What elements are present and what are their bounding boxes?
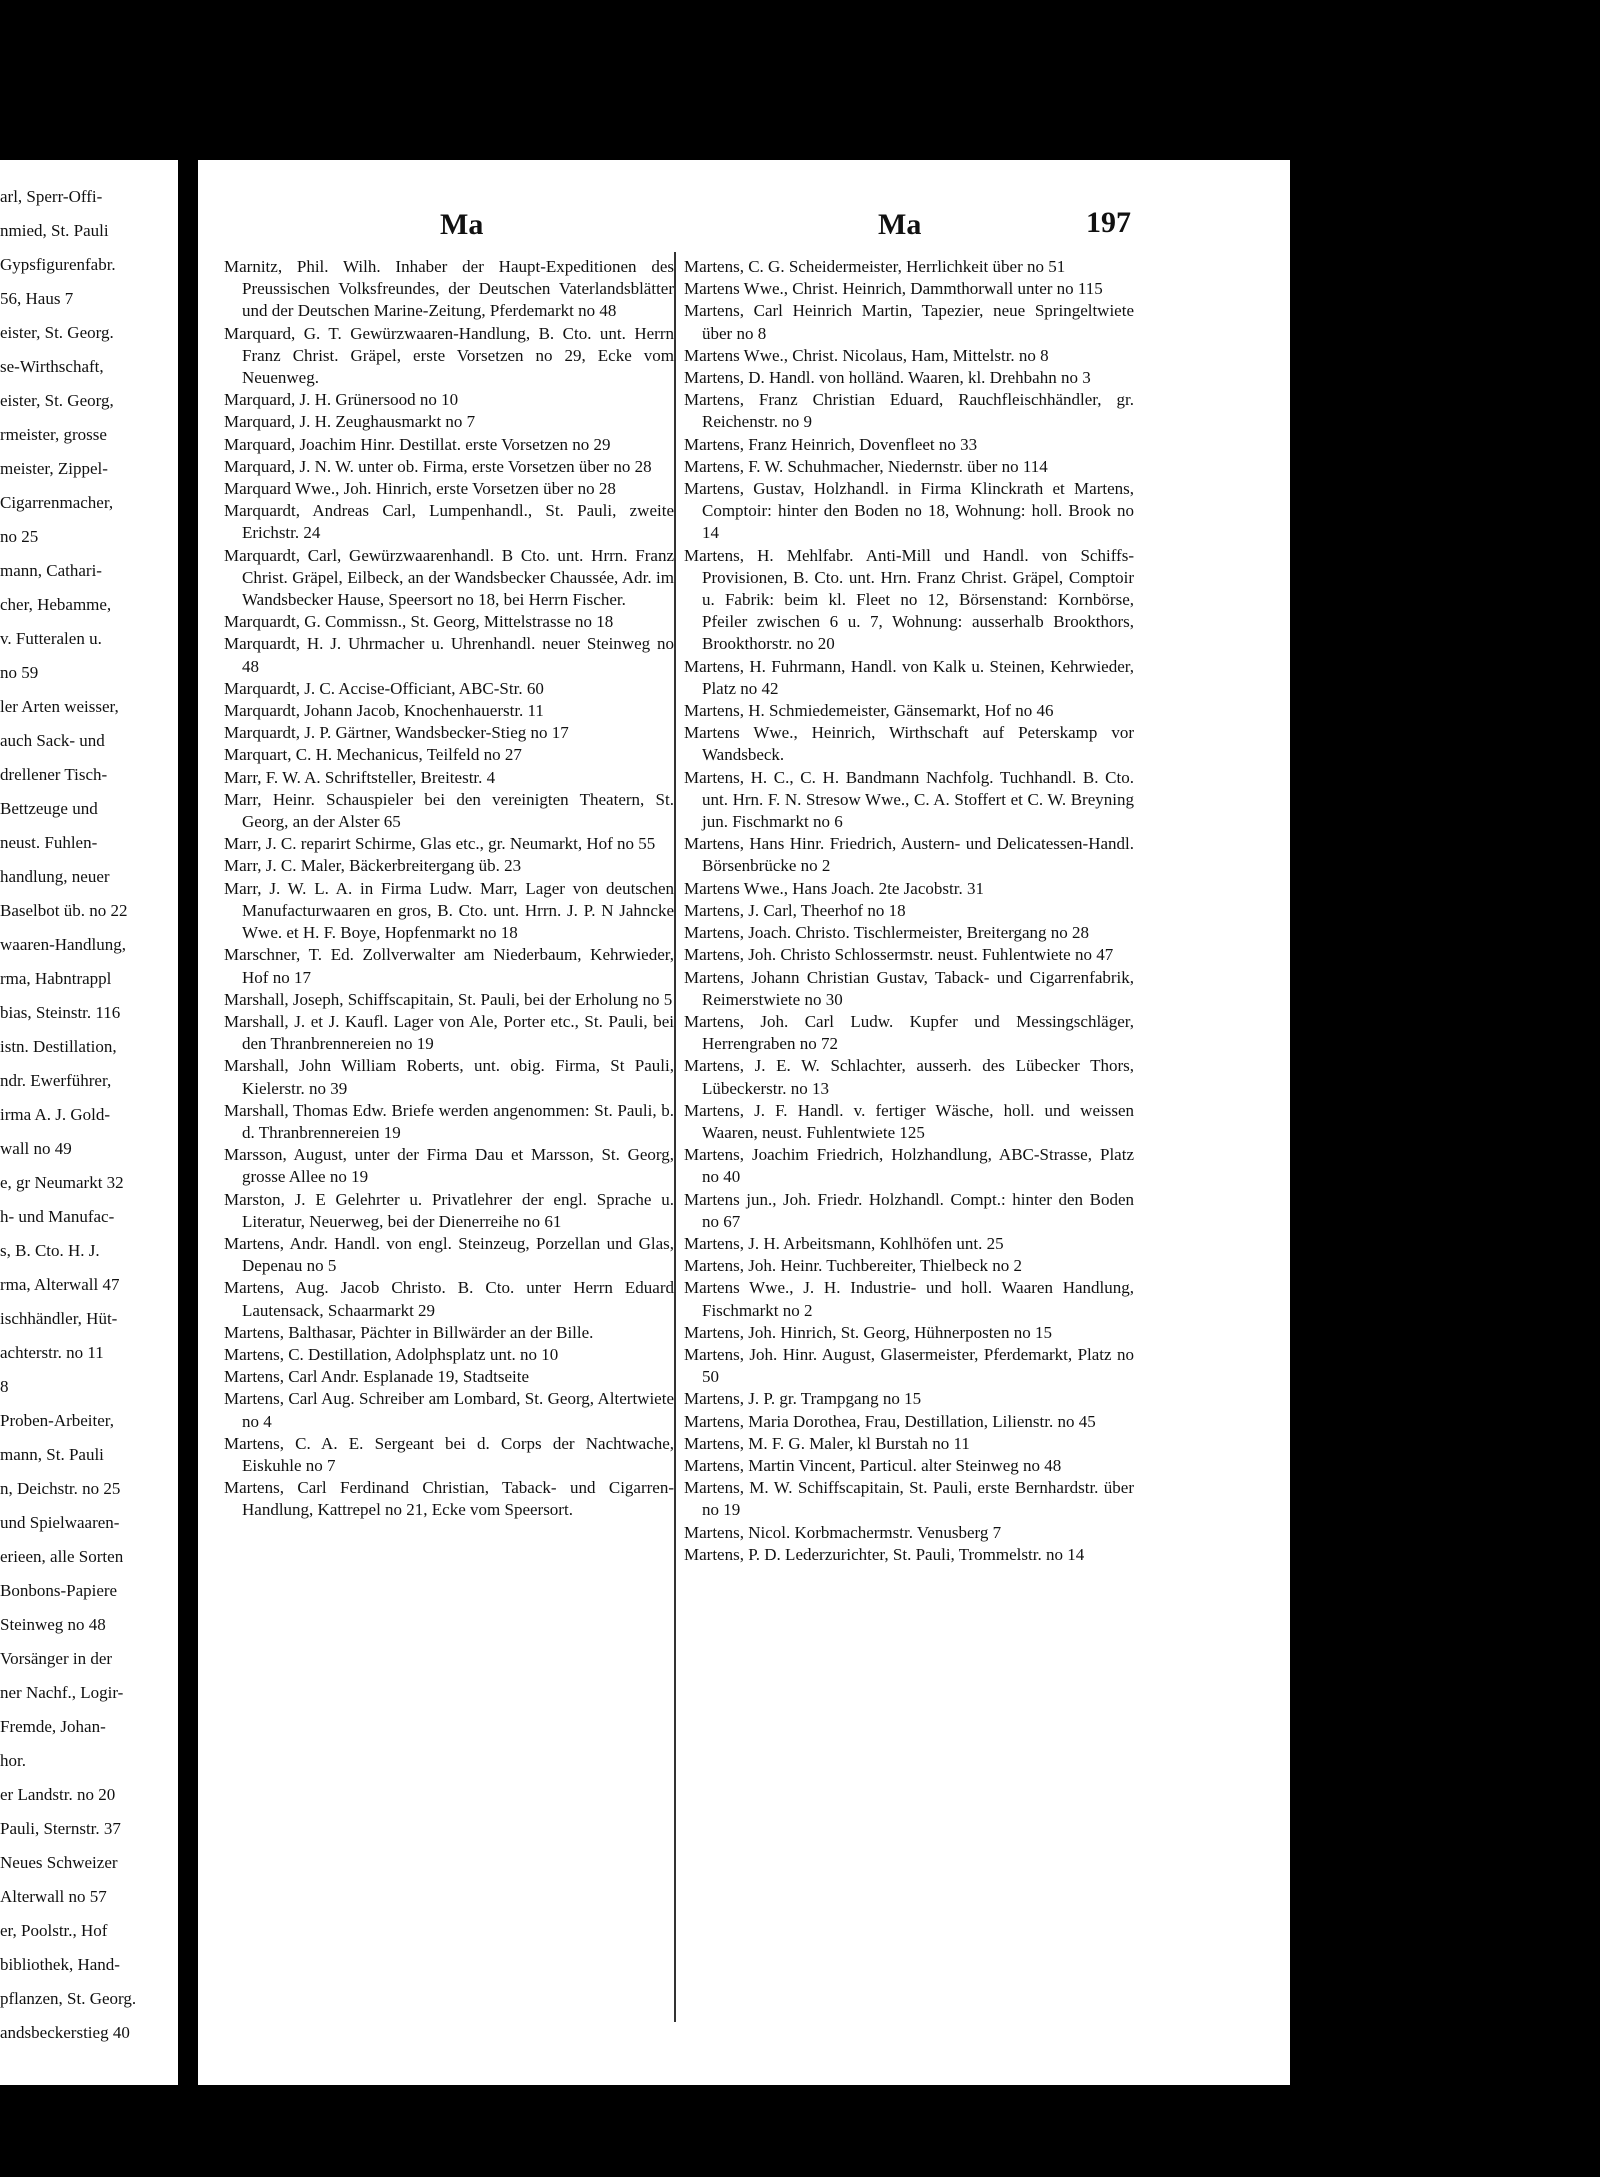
fragment-line: e, gr Neumarkt 32 — [0, 1173, 124, 1192]
fragment-line: eister, St. Georg. — [0, 323, 114, 342]
directory-entry: Martens, C. Destillation, Adolphsplatz unt. no 10 — [224, 1344, 559, 1364]
directory-entry: Martens, H. Mehlfabr. Anti-Mill und Handl. von Schiffs-Provisionen, B. Cto. unt. Hrn. Franz Christ. Gräpel, Comptoir u. Fabrik: beim kl. Fleet no 12, Börsenstand: Kornbörse, Pfeiler zwischen 6 u. 7, Wohnung: ausserhalb Brookthors, Brookthorstr. no 20 — [684, 545, 1134, 654]
directory-entry: Martens, H. Schmiedemeister, Gänsemarkt, Hof no 46 — [684, 701, 1054, 721]
directory-entry: Martens Wwe., Heinrich, Wirthschaft auf Peterskamp vor Wandsbeck. — [684, 723, 1134, 765]
directory-entry: Martens, Franz Christian Eduard, Rauchfleischhändler, gr. Reichenstr. no 9 — [684, 390, 1134, 432]
directory-entry: Martens Wwe., Christ. Heinrich, Dammthorwall unter no 115 — [684, 279, 1103, 299]
directory-column-right — [684, 256, 1134, 1566]
fragment-line: v. Futteralen u. — [0, 629, 102, 648]
directory-entry: Martens, P. D. Lederzurichter, St. Pauli, Trommelstr. no 14 — [684, 1544, 1085, 1564]
fragment-line: andsbeckerstieg 40 — [0, 2023, 130, 2042]
fragment-line: h- und Manufac- — [0, 1207, 115, 1226]
directory-entry: Martens, C. A. E. Sergeant bei d. Corps der Nachtwache, Eiskuhle no 7 — [224, 1433, 674, 1475]
fragment-line: pflanzen, St. Georg. — [0, 1989, 137, 2008]
directory-entry: Marr, J. C. reparirt Schirme, Glas etc., gr. Neumarkt, Hof no 55 — [224, 834, 656, 854]
fragment-line: irma A. J. Gold- — [0, 1105, 111, 1124]
fragment-line: Fremde, Johan- — [0, 1717, 106, 1736]
fragment-line: Bonbons-Papiere — [0, 1581, 118, 1600]
fragment-line: hor. — [0, 1751, 26, 1770]
fragment-line: waaren-Handlung, — [0, 935, 127, 954]
directory-entry: Martens jun., Joh. Friedr. Holzhandl. Compt.: hinter den Boden no 67 — [684, 1189, 1134, 1231]
directory-entry: Martens, Andr. Handl. von engl. Steinzeug, Porzellan und Glas, Depenau no 5 — [224, 1233, 674, 1276]
directory-entry: Martens, Carl Andr. Esplanade 19, Stadtseite — [224, 1367, 529, 1387]
fragment-line: er, Poolstr., Hof — [0, 1921, 108, 1940]
scan-background-right — [1290, 0, 1600, 2177]
directory-entry: Marquardt, H. J. Uhrmacher u. Uhrenhandl. neuer Steinweg no 48 — [224, 634, 674, 676]
directory-entry: Marquard, J. H. Grünersood no 10 — [224, 390, 459, 410]
fragment-line: ler Arten weisser, — [0, 697, 119, 716]
directory-entry: Marquardt, Johann Jacob, Knochenhauerstr. 11 — [224, 701, 544, 721]
fragment-line: rma, Alterwall 47 — [0, 1275, 120, 1294]
directory-entry: Marnitz, Phil. Wilh. Inhaber der Haupt-Expeditionen des Preussischen Volksfreundes, der Deutschen Vaterlandsblätter und der Deutschen Marine-Zeitung, Pferdemarkt no 48 — [224, 257, 674, 321]
directory-entry: Martens, J. P. gr. Trampgang no 15 — [684, 1389, 922, 1409]
fragment-line: wall no 49 — [0, 1139, 72, 1158]
directory-entry: Martens, Aug. Jacob Christo. B. Cto. unter Herrn Eduard Lautensack, Schaarmarkt 29 — [224, 1278, 674, 1320]
fragment-line: Gypsfigurenfabr. — [0, 255, 116, 274]
fragment-line: rmeister, grosse — [0, 425, 107, 444]
fragment-line: eister, St. Georg, — [0, 391, 114, 410]
fragment-line: achterstr. no 11 — [0, 1343, 104, 1362]
directory-entry: Martens, H. C., C. H. Bandmann Nachfolg. Tuchhandl. B. Cto. unt. Hrn. F. N. Stresow Wwe., C. A. Stoffert et C. W. Breyning jun. Fischmarkt no 6 — [684, 767, 1134, 832]
header-left-word: Ma — [440, 208, 484, 241]
directory-entry: Martens, J. H. Arbeitsmann, Kohlhöfen unt. 25 — [684, 1233, 1004, 1253]
directory-entry: Martens, M. W. Schiffscapitain, St. Pauli, erste Bernhardstr. über no 19 — [684, 1478, 1134, 1520]
fragment-line: ner Nachf., Logir- — [0, 1683, 124, 1702]
directory-entry: Martens, F. W. Schuhmacher, Niedernstr. über no 114 — [684, 456, 1048, 476]
directory-entry: Marquardt, Andreas Carl, Lumpenhandl., St. Pauli, zweite Erichstr. 24 — [224, 501, 674, 543]
column-divider — [674, 252, 676, 2022]
fragment-line: Neues Schweizer — [0, 1853, 118, 1872]
fragment-line: no 59 — [0, 663, 39, 682]
fragment-line: arl, Sperr-Offi- — [0, 187, 103, 206]
directory-entry: Martens, C. G. Scheidermeister, Herrlichkeit über no 51 — [684, 257, 1066, 276]
directory-entry: Marquard, J. N. W. unter ob. Firma, erste Vorsetzen über no 28 — [224, 456, 652, 476]
directory-entry: Martens, Joachim Friedrich, Holzhandlung, ABC-Strasse, Platz no 40 — [684, 1145, 1134, 1187]
directory-entry: Marr, Heinr. Schauspieler bei den vereinigten Theatern, St. Georg, an der Alster 65 — [224, 789, 674, 832]
fragment-line: Pauli, Sternstr. 37 — [0, 1819, 121, 1838]
header-right-word: Ma — [878, 208, 922, 241]
directory-entry: Martens, J. F. Handl. v. fertiger Wäsche, holl. und weissen Waaren, neust. Fuhlentwiete 125 — [684, 1100, 1134, 1142]
fragment-line: se-Wirthschaft, — [0, 357, 104, 376]
directory-entry: Marquart, C. H. Mechanicus, Teilfeld no 27 — [224, 745, 522, 765]
directory-entry: Martens, Carl Aug. Schreiber am Lombard, St. Georg, Altertwiete no 4 — [224, 1389, 674, 1431]
directory-entry: Marschner, T. Ed. Zollverwalter am Niederbaum, Kehrwieder, Hof no 17 — [224, 945, 674, 987]
directory-page — [198, 160, 1278, 2085]
directory-entry: Marshall, John William Roberts, unt. obig. Firma, St Pauli, Kielerstr. no 39 — [224, 1056, 674, 1098]
directory-entry: Martens Wwe., Hans Joach. 2te Jacobstr. 31 — [684, 878, 984, 898]
fragment-line: cher, Hebamme, — [0, 595, 112, 614]
fragment-line: erieen, alle Sorten — [0, 1547, 124, 1566]
directory-entry: Martens, Balthasar, Pächter in Billwärder an der Bille. — [224, 1322, 594, 1342]
directory-entry: Martens, Hans Hinr. Friedrich, Austern- und Delicatessen-Handl. Börsenbrücke no 2 — [684, 834, 1134, 876]
directory-entry: Martens, Carl Heinrich Martin, Tapezier, neue Springeltwiete über no 8 — [684, 301, 1134, 343]
directory-entry: Martens, Joh. Christo Schlossermstr. neust. Fuhlentwiete no 47 — [684, 945, 1114, 965]
fragment-line: er Landstr. no 20 — [0, 1785, 116, 1804]
fragment-line: no 25 — [0, 527, 39, 546]
directory-entry: Martens, M. F. G. Maler, kl Burstah no 11 — [684, 1433, 970, 1453]
fragment-line: handlung, neuer — [0, 867, 110, 886]
previous-page-fragment — [0, 160, 178, 2085]
fragment-line: nmied, St. Pauli — [0, 221, 109, 240]
directory-entry: Martens, Maria Dorothea, Frau, Destillation, Lilienstr. no 45 — [684, 1411, 1096, 1431]
fragment-line: ischhändler, Hüt- — [0, 1309, 118, 1328]
directory-entry: Martens, Gustav, Holzhandl. in Firma Klinckrath et Martens, Comptoir: hinter den Boden no 18, Wohnung: holl. Brook no 14 — [684, 479, 1134, 543]
directory-entry: Martens Wwe., Christ. Nicolaus, Ham, Mittelstr. no 8 — [684, 345, 1049, 365]
directory-entry: Martens, Joh. Carl Ludw. Kupfer und Messingschläger, Herrengraben no 72 — [684, 1011, 1134, 1054]
fragment-line: Alterwall no 57 — [0, 1887, 107, 1906]
directory-entry: Martens, H. Fuhrmann, Handl. von Kalk u. Steinen, Kehrwieder, Platz no 42 — [684, 656, 1134, 698]
fragment-line: bias, Steinstr. 116 — [0, 1003, 121, 1022]
directory-column-left — [224, 256, 674, 1522]
fragment-line: mann, St. Pauli — [0, 1445, 104, 1464]
directory-entry: Martens, Martin Vincent, Particul. alter Steinweg no 48 — [684, 1455, 1062, 1475]
page-number: 197 — [1086, 206, 1131, 239]
fragment-line: 56, Haus 7 — [0, 289, 74, 308]
directory-entry: Martens, Joh. Hinrich, St. Georg, Hühnerposten no 15 — [684, 1322, 1052, 1342]
directory-entry: Marquardt, Carl, Gewürzwaarenhandl. B Cto. unt. Hrrn. Franz Christ. Gräpel, Eilbeck, an der Wandsbecker Chaussée, Adr. im Wandsbecker Hause, Speersort no 18, bei Herrn Fischer. — [224, 545, 674, 610]
fragment-line: bibliothek, Hand- — [0, 1955, 120, 1974]
directory-entry: Marshall, J. et J. Kaufl. Lager von Ale, Porter etc., St. Pauli, bei den Thranbrennereien no 19 — [224, 1011, 674, 1054]
directory-entry: Marshall, Thomas Edw. Briefe werden angenommen: St. Pauli, b. d. Thranbrennereien 19 — [224, 1100, 674, 1142]
directory-entry: Marr, F. W. A. Schriftsteller, Breitestr. 4 — [224, 767, 496, 787]
fragment-line: Baselbot üb. no 22 — [0, 901, 128, 920]
directory-entry: Marsson, August, unter der Firma Dau et Marsson, St. Georg, grosse Allee no 19 — [224, 1145, 674, 1187]
fragment-line: s, B. Cto. H. J. — [0, 1241, 100, 1260]
directory-entry: Marquard Wwe., Joh. Hinrich, erste Vorsetzen über no 28 — [224, 479, 616, 499]
directory-entry: Marquardt, J. P. Gärtner, Wandsbecker-Stieg no 17 — [224, 723, 569, 743]
directory-entry: Marston, J. E Gelehrter u. Privatlehrer der engl. Sprache u. Literatur, Neuerweg, bei der Dienerreihe no 61 — [224, 1189, 674, 1231]
fragment-line: meister, Zippel- — [0, 459, 108, 478]
fragment-line: istn. Destillation, — [0, 1037, 117, 1056]
fragment-line: neust. Fuhlen- — [0, 833, 98, 852]
directory-entry: Martens, J. E. W. Schlachter, ausserh. des Lübecker Thors, Lübeckerstr. no 13 — [684, 1056, 1134, 1098]
fragment-line: rma, Habntrappl — [0, 969, 112, 988]
directory-entry: Marshall, Joseph, Schiffscapitain, St. Pauli, bei der Erholung no 5 — [224, 989, 673, 1009]
directory-entry: Marquardt, J. C. Accise-Officiant, ABC-Str. 60 — [224, 678, 544, 698]
directory-entry: Martens, Johann Christian Gustav, Taback- und Cigarrenfabrik, Reimerstwiete no 30 — [684, 967, 1134, 1009]
directory-entry: Martens, Joh. Hinr. August, Glasermeister, Pferdemarkt, Platz no 50 — [684, 1344, 1134, 1387]
directory-entry: Martens, Joh. Heinr. Tuchbereiter, Thielbeck no 2 — [684, 1256, 1022, 1276]
fragment-line: Bettzeuge und — [0, 799, 98, 818]
directory-entry: Marquard, G. T. Gewürzwaaren-Handlung, B. Cto. unt. Herrn Franz Christ. Gräpel, erste Vorsetzen no 29, Ecke vom Neuenweg. — [224, 323, 674, 388]
fragment-line: 8 — [0, 1377, 9, 1396]
directory-entry: Martens, Nicol. Korbmachermstr. Venusberg 7 — [684, 1522, 1002, 1542]
directory-entry: Martens, Carl Ferdinand Christian, Taback- und Cigarren-Handlung, Kattrepel no 21, Ecke vom Speersort. — [224, 1478, 674, 1520]
directory-entry: Martens, Franz Heinrich, Dovenfleet no 33 — [684, 434, 978, 454]
fragment-line: Proben-Arbeiter, — [0, 1411, 115, 1430]
fragment-line: Cigarrenmacher, — [0, 493, 114, 512]
fragment-line: Vorsänger in der — [0, 1649, 113, 1668]
fragment-line: und Spielwaaren- — [0, 1513, 120, 1532]
directory-entry: Martens, Joach. Christo. Tischlermeister, Breitergang no 28 — [684, 923, 1090, 943]
fragment-line: ndr. Ewerführer, — [0, 1071, 112, 1090]
directory-entry: Marquard, J. H. Zeughausmarkt no 7 — [224, 412, 476, 432]
directory-entry: Martens, D. Handl. von holländ. Waaren, kl. Drehbahn no 3 — [684, 368, 1091, 388]
directory-entry: Marr, J. C. Maler, Bäckerbreitergang üb. 23 — [224, 856, 522, 876]
directory-entry: Martens, J. Carl, Theerhof no 18 — [684, 900, 906, 920]
fragment-line: Steinweg no 48 — [0, 1615, 106, 1634]
fragment-line: n, Deichstr. no 25 — [0, 1479, 121, 1498]
binding-gutter — [178, 160, 198, 2085]
fragment-line: drellener Tisch- — [0, 765, 108, 784]
fragment-line: mann, Cathari- — [0, 561, 102, 580]
directory-entry: Martens Wwe., J. H. Industrie- und holl. Waaren Handlung, Fischmarkt no 2 — [684, 1278, 1134, 1320]
directory-entry: Marquardt, G. Commissn., St. Georg, Mittelstrasse no 18 — [224, 612, 614, 632]
directory-entry: Marr, J. W. L. A. in Firma Ludw. Marr, Lager von deutschen Manufacturwaaren en gros, B. Cto. unt. Hrrn. J. P. N Jahncke Wwe. et H. F. Boye, Hopfenmarkt no 18 — [224, 878, 674, 943]
directory-entry: Marquard, Joachim Hinr. Destillat. erste Vorsetzen no 29 — [224, 434, 611, 454]
fragment-line: auch Sack- und — [0, 731, 105, 750]
